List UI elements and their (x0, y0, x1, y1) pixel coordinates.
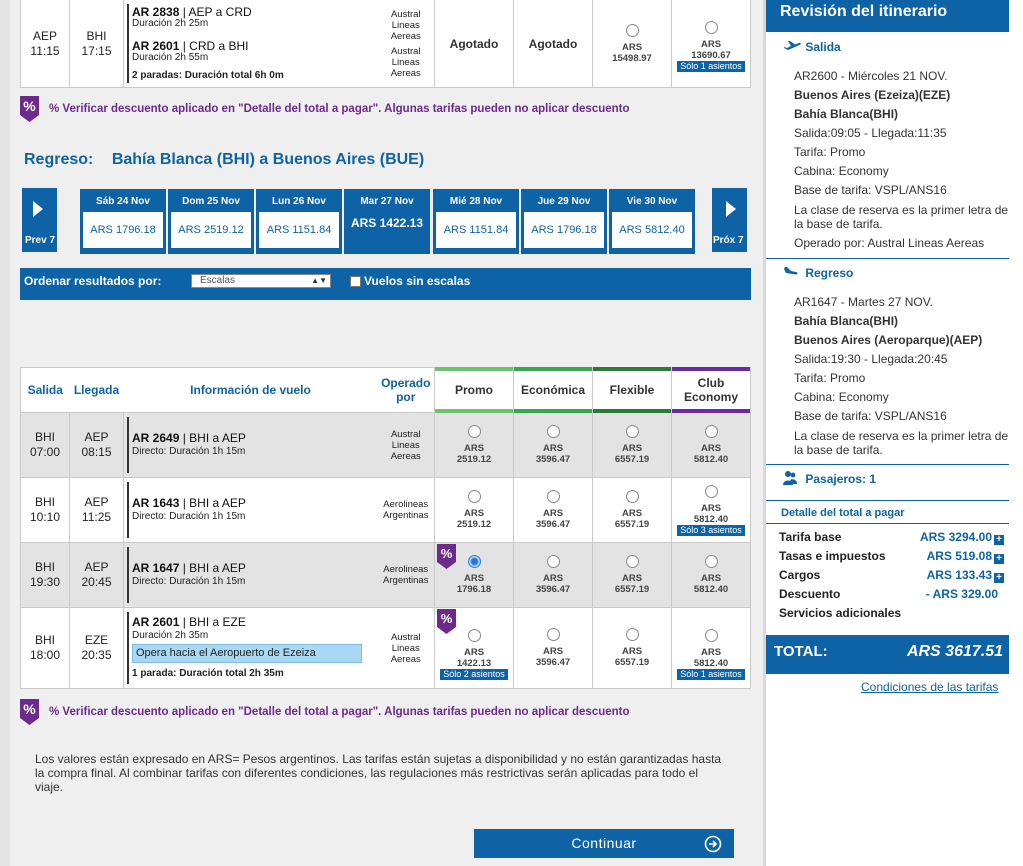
salida-times: Salida:09:05 - Llegada:11:35 (794, 126, 947, 140)
operator-label: Austral Lineas Aereas (390, 45, 421, 79)
price-row: Tasas e impuestos ARS 519.08 + (779, 549, 1004, 564)
fare-promo[interactable]: ARS 2519.12 (435, 413, 514, 478)
flight-duration: Directo: Duración 1h 15m (132, 446, 246, 457)
discount-tag-icon (437, 609, 456, 634)
user-icon (782, 470, 798, 486)
operator-label: Aerolineas Argentinas (383, 564, 429, 586)
regreso-tarifa: Tarifa: Promo (794, 371, 866, 385)
regreso-cabina: Cabina: Economy (794, 390, 889, 404)
dep-code: BHI (34, 495, 55, 509)
salida-heading: Salida (782, 39, 841, 54)
flight-route: AEP a CRD (188, 4, 252, 19)
salida-flight: AR2600 - Miércoles 21 NOV. (794, 69, 948, 83)
arrow-right-icon (712, 188, 747, 232)
date-option[interactable]: Jue 29 Nov ARS 1796.18 (521, 189, 607, 254)
flight-duration: Directo: Duración 1h 15m (132, 576, 246, 587)
flight-route: BHI a AEP (189, 561, 246, 575)
dep-code: BHI (34, 633, 55, 647)
flight-route: BHI a EZE (189, 615, 246, 629)
dep-code: AEP (32, 28, 57, 43)
dep-code: BHI (34, 430, 55, 444)
flight-number: AR 1643 (132, 496, 180, 510)
sort-bar (20, 268, 751, 300)
arr-code: BHI (86, 28, 107, 43)
regreso-to: Buenos Aires (Aeroparque)(AEP) (794, 333, 983, 347)
outbound-table (20, 0, 751, 88)
salida-tarifa: Tarifa: Promo (794, 145, 866, 159)
date-option[interactable]: Vie 30 Nov ARS 5812.40 (609, 189, 695, 254)
svg-text:%: % (23, 98, 36, 114)
return-heading (24, 151, 424, 169)
availability-badge: Sólo 2 asientos (440, 669, 508, 680)
arrow-left-icon (22, 188, 57, 232)
arr-time: 20:35 (81, 648, 112, 662)
select-arrows-icon: ▲▼ (311, 276, 327, 285)
fare-club[interactable]: ARS 5812.40 (672, 543, 751, 608)
dep-code: BHI (34, 560, 55, 574)
fare-economica[interactable]: ARS 3596.47 (514, 543, 593, 608)
col-promo: Promo (435, 368, 514, 413)
fare-radio[interactable] (547, 555, 560, 568)
itinerary-panel (766, 0, 1023, 866)
stops-summary: 1 parada: Duración total 2h 35m (132, 668, 284, 679)
salida-clase: La clase de reserva es la primer letra de la base de tarifa. (794, 203, 1009, 231)
arr-time: 20:45 (81, 575, 112, 589)
fare-radio[interactable] (705, 555, 718, 568)
arr-time: 11:25 (81, 510, 112, 524)
regreso-from: Bahía Blanca(BHI) (794, 314, 899, 328)
flight-duration: Directo: Duración 1h 15m (132, 511, 246, 522)
fare-radio[interactable] (626, 425, 639, 438)
regreso-times: Salida:19:30 - Llegada:20:45 (794, 352, 948, 366)
availability-badge: Sólo 1 asientos (677, 669, 745, 680)
fare-economica[interactable]: ARS 3596.47 (514, 608, 593, 689)
price-row: Cargos ARS 133.43 + (779, 568, 1004, 583)
salida-base: Base de tarifa: VSPL/ANS16 (794, 183, 947, 197)
dep-time: 18:00 (29, 648, 61, 662)
table-row[interactable]: BHI 07:00 AEP 08:15 AR 2649 | BHI a AEP Directo: Duración 1h 15m Austral Lineas Aereas ARS 2519.12 ARS 3596.47 ARS 6557.19 ARS 5812.40 (21, 413, 751, 478)
fare-radio[interactable] (547, 425, 560, 438)
date-option[interactable]: Mié 28 Nov ARS 1151.84 (433, 189, 519, 254)
fare-radio[interactable] (705, 425, 718, 438)
price-row: Descuento - ARS 329.00 (779, 587, 998, 601)
fare-promo[interactable]: % ARS 1796.18 (435, 543, 514, 608)
fare-radio[interactable] (547, 490, 560, 503)
fare-flexible[interactable]: ARS 6557.19 (593, 608, 672, 689)
salida-operado: Operado por: Austral Lineas Aereas (794, 236, 985, 250)
table-row-selected[interactable]: BHI 19:30 AEP 20:45 AR 1647 | BHI a AEP Directo: Duración 1h 15m Aerolineas Argentinas % ARS 1796.18 ARS 3596.47 ARS 6557.19 ARS 5812.40 (21, 543, 751, 608)
flight-duration: Duración 2h 25m (132, 17, 209, 29)
fare-club[interactable]: ARS 5812.40 Sólo 3 asientos (672, 478, 751, 543)
fare-radio[interactable] (468, 425, 481, 438)
operator-label: Aerolineas Argentinas (383, 499, 429, 521)
results-area (10, 0, 763, 866)
flight-route: BHI a AEP (189, 496, 246, 510)
dep-time: 11:15 (30, 43, 60, 58)
fare-radio[interactable] (626, 555, 639, 568)
plane-takeoff-icon (782, 39, 802, 53)
fare-flexible[interactable]: ARS 6557.19 (593, 478, 672, 543)
date-option[interactable]: Dom 25 Nov ARS 2519.12 (168, 189, 254, 254)
col-info: Información de vuelo (124, 368, 378, 413)
nonstop-label: Vuelos sin escalas (364, 274, 471, 288)
table-row[interactable]: BHI 10:10 AEP 11:25 AR 1643 | BHI a AEP Directo: Duración 1h 15m Aerolineas Argentinas ARS 2519.12 ARS 3596.47 ARS 6557.19 ARS 5812.40 Sólo 3 asientos (21, 478, 751, 543)
salida-details (794, 67, 1009, 251)
fare-radio[interactable] (626, 628, 639, 641)
regreso-details (794, 293, 1009, 457)
svg-text:%: % (23, 701, 36, 717)
col-llegada: Llegada (70, 368, 124, 413)
col-economica: Económica (514, 368, 593, 413)
panel-title: Revisión del itinerario (766, 0, 1009, 32)
salida-to: Bahía Blanca(BHI) (794, 107, 899, 121)
total-bar (766, 635, 1009, 674)
table-row[interactable]: BHI 18:00 EZE 20:35 AR 2601 | BHI a EZE Duración 2h 35m Opera hacia el Aeropuerto de Ezeiza 1 parada: Duración total 2h 35m Austral Lineas Aereas % ARS 1422.13 Sólo 2 asientos ARS 3596.47 ARS 6557.19 ARS 5812.40 Sólo 1 asientos (21, 608, 751, 689)
discount-note-text: % Verificar descuento aplicado en "Detalle del total a pagar". Algunas tarifas pueden no aplicar descuento (49, 103, 630, 115)
fare-economica[interactable]: ARS 3596.47 (514, 413, 593, 478)
fare-flexible[interactable]: ARS 6557.19 (593, 413, 672, 478)
flight-number: AR 1647 (132, 561, 180, 575)
discount-tag-icon (437, 544, 456, 569)
plane-landing-icon (782, 265, 802, 279)
flight-number: AR 2838 (132, 4, 180, 19)
expand-plus-icon[interactable]: + (994, 554, 1004, 564)
return-label: Regreso: (24, 151, 94, 168)
next-week-label: Próx 7 (713, 235, 744, 246)
price-row: Tarifa base ARS 3294.00 + (779, 530, 1004, 545)
operator-label: Austral Lineas Aereas (390, 428, 421, 462)
regreso-clase: La clase de reserva es la primer letra de la base de tarifa. (794, 429, 1009, 457)
operator-label: Austral Lineas Aereas (390, 8, 421, 42)
col-club: Club Economy (672, 368, 751, 413)
col-flexible: Flexible (593, 368, 672, 413)
fare-radio[interactable] (626, 490, 639, 503)
discount-tag-icon (20, 96, 39, 122)
arr-code: EZE (84, 633, 109, 647)
fare-radio[interactable] (468, 629, 481, 642)
fare-flexible[interactable]: ARS 6557.19 (593, 543, 672, 608)
fare-conditions-link[interactable]: Condiciones de las tarifas (861, 680, 999, 694)
table-row[interactable]: AEP 11:15 BHI 17:15 AR 2838 | AEP a CRD Duración 2h 25m AR 2601 | CRD a BHI Duración 2h 55m 2 paradas: Duración total 6h 0m Austral Lineas Aereas Austral Lineas Aereas Agotado Agotado ARS 15498.97 ARS 13690.67 Sólo 1 asientos (21, 0, 751, 88)
flight-route: BHI a AEP (189, 431, 246, 445)
fare-radio[interactable] (705, 629, 718, 642)
stops-summary: 2 paradas: Duración total 6h 0m (132, 69, 284, 81)
fare-club[interactable]: ARS 5812.40 (672, 413, 751, 478)
regreso-heading: Regreso (782, 265, 853, 280)
availability-badge: Sólo 1 asientos (677, 61, 745, 72)
currency-disclaimer: Los valores están expresado en ARS= Pesos argentinos. Las tarifas están sujetas a disponibilidad y no están garantizadas hasta la compra final. Al combinar tarifas con diferentes condiciones, las regulaciones más restrictivas serán aplicadas para todo el viaje. (35, 752, 722, 794)
next-week-button[interactable] (712, 188, 747, 252)
total-label: TOTAL: (774, 643, 828, 660)
fare-radio[interactable] (626, 24, 639, 37)
page-margin (0, 0, 10, 866)
continue-button[interactable]: Continuar (474, 829, 734, 858)
fare-economica[interactable]: ARS 3596.47 (514, 478, 593, 543)
discount-tag-icon (20, 699, 39, 725)
col-salida: Salida (21, 368, 70, 413)
flight-number: AR 2601 (132, 38, 180, 53)
salida-cabina: Cabina: Economy (794, 164, 889, 178)
fare-flexible[interactable]: ARS 15498.97 (593, 0, 672, 88)
dep-time: 10:10 (29, 510, 61, 524)
fare-radio-selected[interactable] (468, 555, 481, 568)
fare-club[interactable]: ARS 13690.67 Sólo 1 asientos (672, 0, 751, 88)
date-option-selected[interactable]: Mar 27 Nov ARS 1422.13 (344, 189, 430, 254)
col-operado: Operado por (378, 368, 435, 413)
arr-code: AEP (84, 560, 109, 574)
return-table (20, 367, 751, 689)
date-option[interactable]: Lun 26 Nov ARS 1151.84 (256, 189, 342, 254)
expand-plus-icon[interactable]: + (994, 535, 1004, 545)
prev-week-label: Prev 7 (25, 235, 56, 246)
discount-note (20, 699, 630, 725)
regreso-flight: AR1647 - Martes 27 NOV. (794, 295, 933, 309)
dep-time: 07:00 (29, 445, 61, 459)
flight-duration: Duración 2h 35m (132, 630, 209, 641)
price-row: Servicios adicionales (779, 606, 902, 620)
flight-route: CRD a BHI (189, 38, 249, 53)
operator-label: Austral Lineas Aereas (390, 631, 421, 665)
arr-time: 17:15 (81, 43, 112, 58)
fare-radio[interactable] (705, 21, 718, 34)
date-option[interactable]: Sáb 24 Nov ARS 1796.18 (80, 189, 166, 254)
prev-week-button[interactable] (22, 188, 57, 252)
sort-select[interactable]: Escalas ▲▼ (191, 274, 331, 288)
return-route: Bahía Blanca (BHI) a Buenos Aires (BUE) (111, 151, 425, 168)
dep-time: 19:30 (29, 575, 61, 589)
arr-code: AEP (84, 495, 109, 509)
svg-text:%: % (440, 611, 453, 626)
availability-badge: Sólo 3 asientos (677, 525, 745, 536)
airport-note: Opera hacia el Aeropuerto de Ezeiza (132, 644, 362, 663)
regreso-base: Base de tarifa: VSPL/ANS16 (794, 409, 947, 423)
flight-duration: Duración 2h 55m (132, 51, 209, 63)
segment-line (127, 4, 129, 83)
arr-time: 08:15 (81, 445, 112, 459)
sort-label: Ordenar resultados por: (24, 274, 162, 288)
fare-promo: Agotado (435, 0, 514, 88)
detalle-heading: Detalle del total a pagar (781, 507, 905, 519)
flight-number: AR 2601 (132, 615, 180, 629)
svg-text:%: % (440, 546, 453, 561)
discount-note (20, 96, 630, 122)
nonstop-checkbox[interactable] (350, 276, 361, 287)
fare-radio[interactable] (705, 485, 718, 498)
arrow-circle-right-icon (704, 835, 722, 853)
expand-plus-icon[interactable]: + (994, 573, 1004, 583)
discount-note-text: % Verificar descuento aplicado en "Detalle del total a pagar". Algunas tarifas pueden no aplicar descuento (49, 706, 630, 718)
salida-from: Buenos Aires (Ezeiza)(EZE) (794, 88, 951, 102)
fare-economica: Agotado (514, 0, 593, 88)
fare-promo[interactable]: % ARS 1422.13 Sólo 2 asientos (435, 608, 514, 689)
fare-club[interactable]: ARS 5812.40 Sólo 1 asientos (672, 608, 751, 689)
arr-code: AEP (84, 430, 109, 444)
total-value: ARS 3617.51 (906, 643, 1003, 660)
flight-number: AR 2649 (132, 431, 180, 445)
passengers-row: Pasajeros: 1 (782, 470, 876, 486)
fare-promo[interactable]: ARS 2519.12 (435, 478, 514, 543)
fare-radio[interactable] (468, 490, 481, 503)
fare-radio[interactable] (547, 628, 560, 641)
table-header (21, 368, 751, 413)
